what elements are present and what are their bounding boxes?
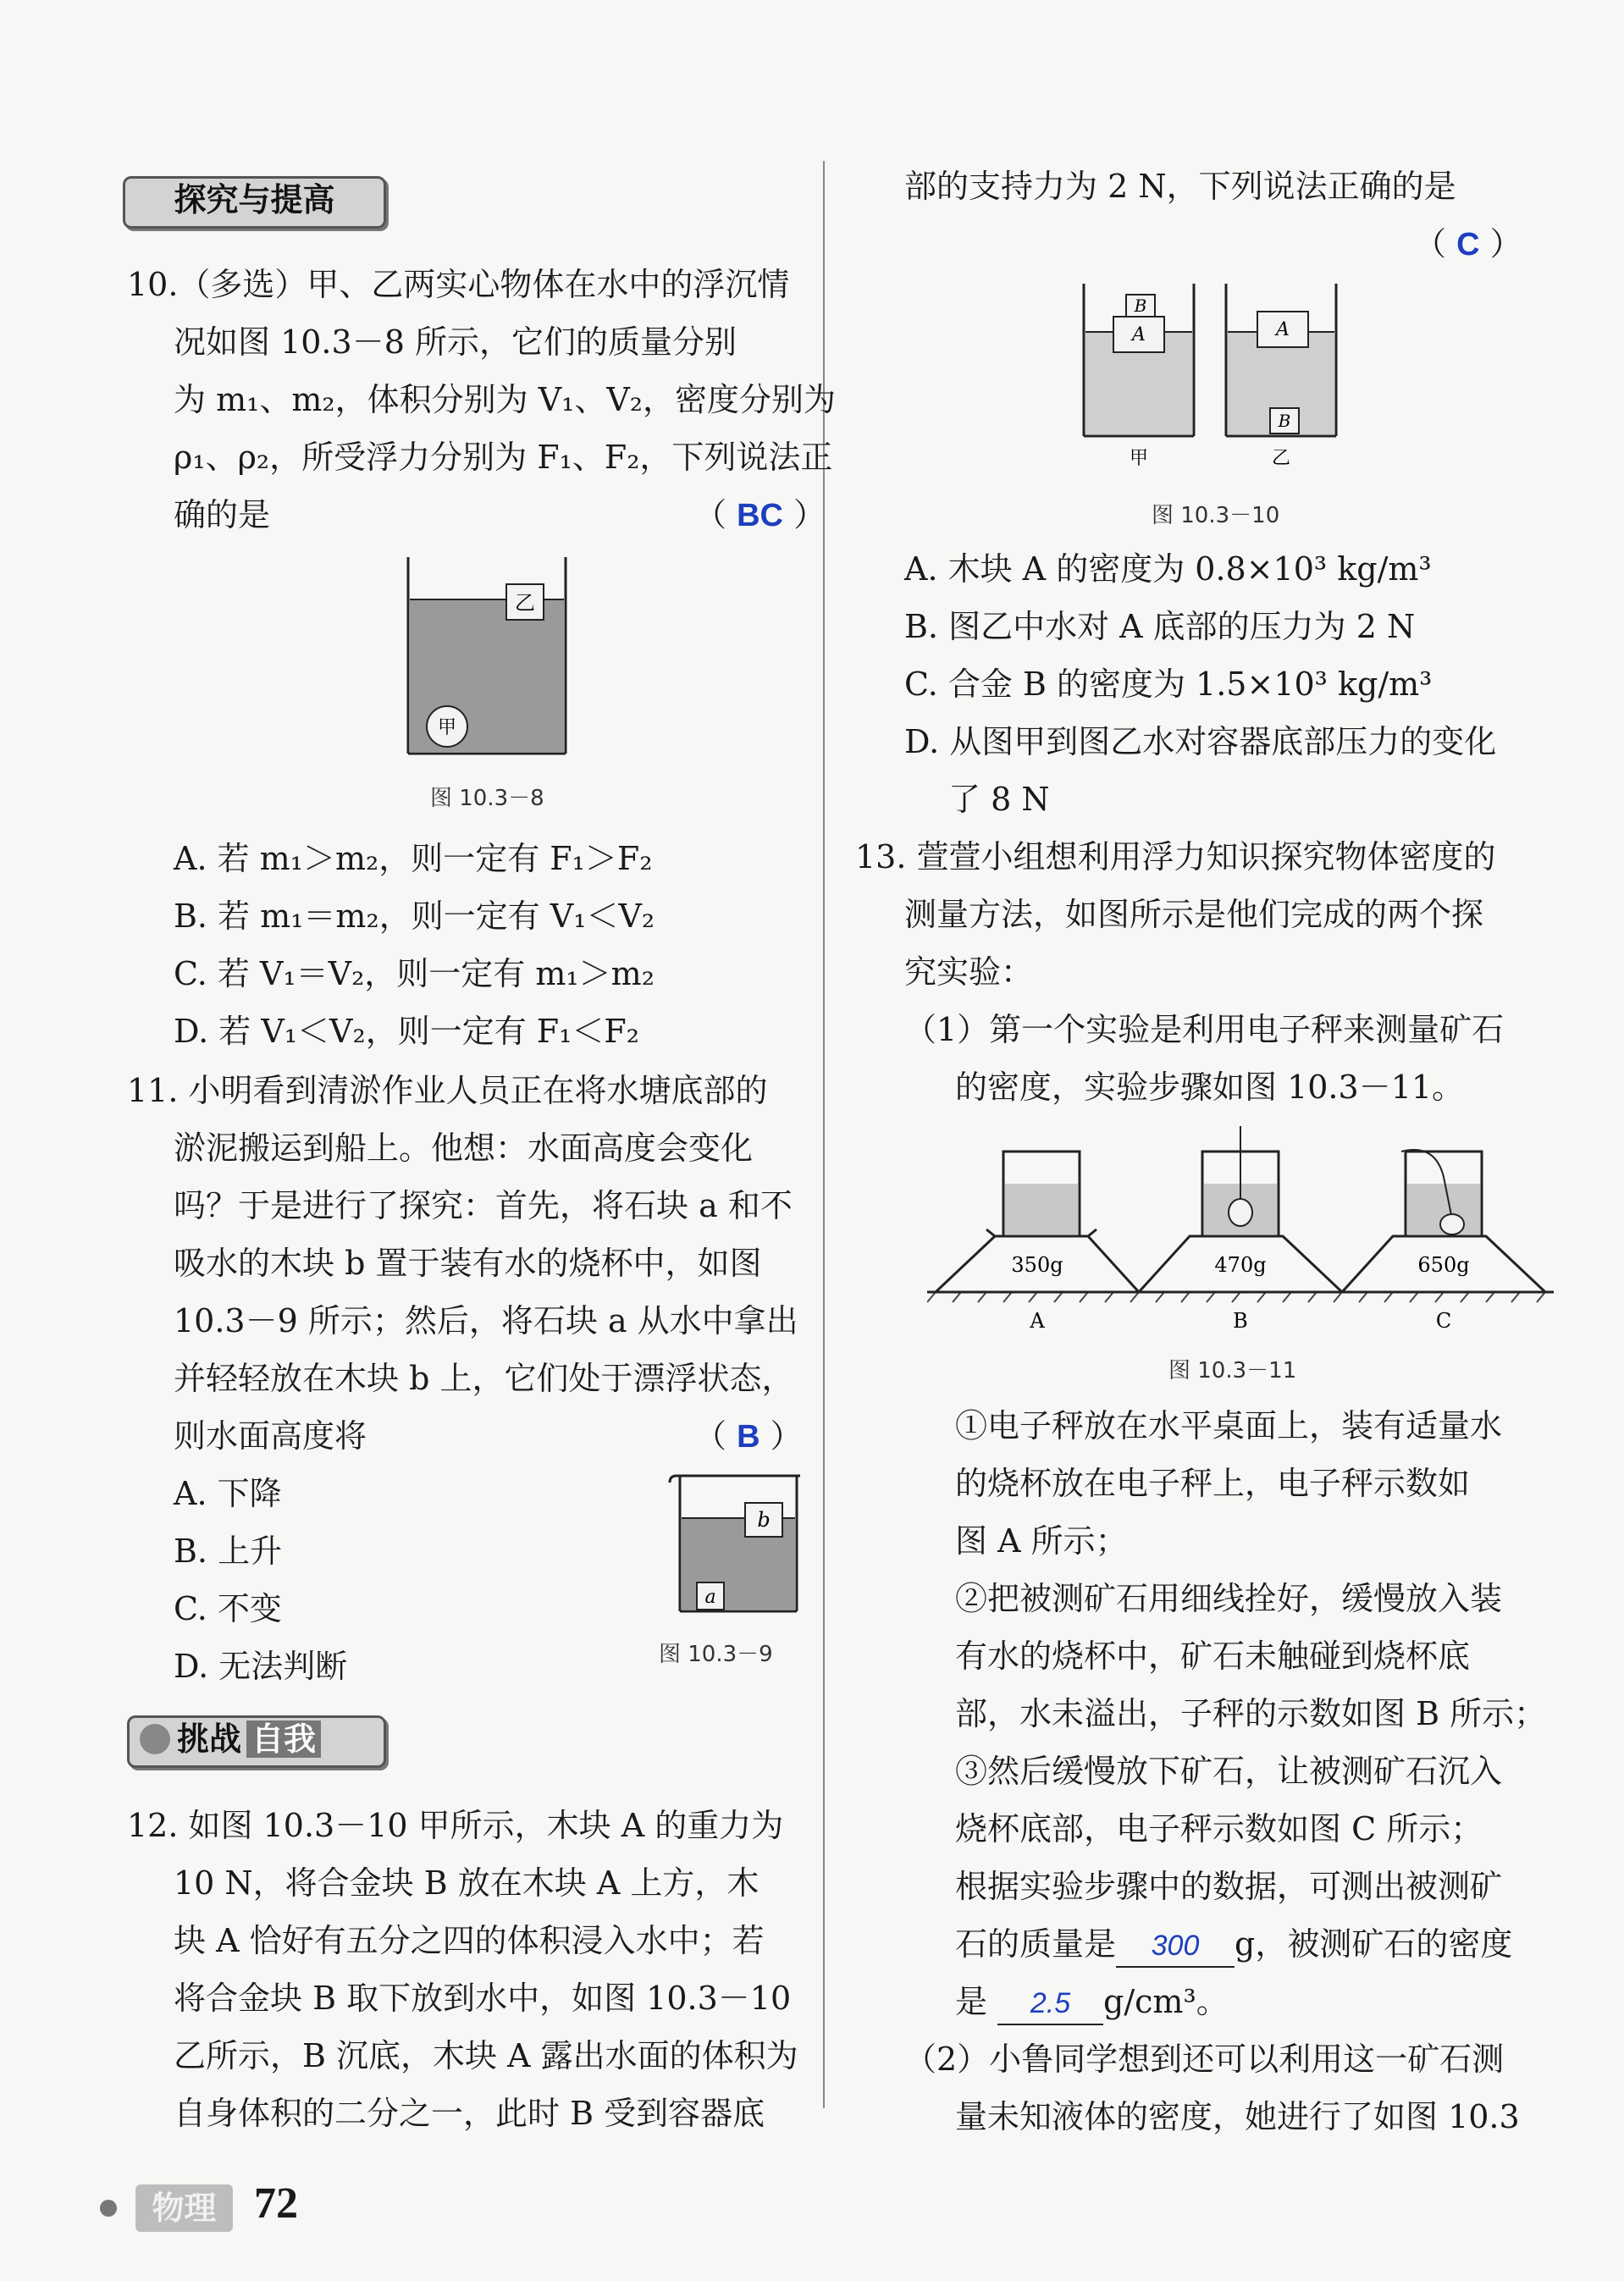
q12-answer: C (1456, 227, 1480, 262)
scale-C-label: C (1435, 1309, 1452, 1333)
q10-answer: BC (737, 498, 783, 533)
q11-option-d: D. 无法判断 (174, 1648, 348, 1685)
figure-10-3-9 (665, 1469, 809, 1617)
section-header-badge (123, 176, 386, 229)
q11-option-b: B. 上升 (174, 1533, 283, 1570)
fig9-label-a: a (704, 1587, 716, 1608)
q12-line-1: 12. 如图 10.3－10 甲所示，木块 A 的重力为 (127, 1807, 784, 1844)
fig11-caption: 图 10.3－11 (1168, 1358, 1297, 1384)
q13-step-4: ②把被测矿石用细线拴好，缓慢放入装 (955, 1580, 1503, 1617)
fig8-label-yi: 乙 (515, 591, 535, 615)
q13-step-5: 有水的烧杯中，矿石未触碰到烧杯底 (955, 1638, 1471, 1675)
q11-line-1: 11. 小明看到清淤作业人员正在将水塘底部的 (127, 1072, 768, 1109)
scale-C (1342, 1150, 1545, 1333)
q11-answer-bracket: （ B ） (694, 1417, 803, 1455)
q13-density-line (955, 1981, 1229, 2025)
q12-line-3: 块 A 恰好有五分之四的体积浸入水中；若 (174, 1922, 765, 1959)
q10-option-d: D. 若 V₁＜V₂，则一定有 F₁＜F₂ (174, 1013, 639, 1050)
q12-line-4: 将合金块 B 取下放到水中，如图 10.3－10 (174, 1980, 792, 2017)
q12-line-5: 乙所示，B 沉底，木块 A 露出水面的体积为 (174, 2037, 798, 2074)
q11-answer: B (737, 1419, 760, 1455)
q13-step-9: 根据实验步骤中的数据，可测出被测矿 (955, 1868, 1503, 1905)
q12-line-6: 自身体积的二分之一，此时 B 受到容器底 (174, 2095, 765, 2132)
q11-line-5: 10.3－9 所示；然后，将石块 a 从水中拿出 (174, 1302, 798, 1339)
q13-step-7: ③然后缓慢放下矿石，让被测矿石沉入 (955, 1753, 1503, 1790)
q13-mass-suffix: g，被测矿石的密度 (1235, 1925, 1513, 1963)
q10-answer-bracket: （ BC ） (694, 496, 826, 533)
q13-density-blank (997, 1981, 1103, 2025)
figure-10-3-10 (1075, 279, 1363, 474)
q13-part2-line-2: 量未知液体的密度，她进行了如图 10.3 (955, 2098, 1520, 2135)
q12-option-d-cont: 了 8 N (948, 781, 1050, 818)
scale-A-label: A (1030, 1309, 1045, 1333)
fig10-jia-label-B: B (1134, 295, 1147, 316)
q10-option-b: B. 若 m₁＝m₂，则一定有 V₁＜V₂ (174, 897, 655, 935)
q12-cont-line: 部的支持力为 2 N，下列说法正确的是 (904, 168, 1456, 205)
scale-B (1139, 1126, 1342, 1333)
q11-line-2: 淤泥搬运到船上。他想：水面高度会变化 (174, 1129, 754, 1167)
figure-10-3-11 (927, 1126, 1554, 1334)
fig10-label-yi: 乙 (1271, 448, 1291, 469)
q13-step-6: 部，水未溢出，子秤的示数如图 B 所示； (955, 1695, 1547, 1732)
challenge-title-1: 挑战 (177, 1720, 242, 1758)
q12-option-a: A. 木块 A 的密度为 0.8×10³ kg/m³ (904, 550, 1432, 588)
fig10-jia-label-A: A (1132, 324, 1146, 345)
scale-B-reading: 470g (1214, 1253, 1267, 1277)
scale-B-label: B (1233, 1309, 1248, 1333)
q13-step-1: ①电子秤放在水平桌面上，装有适量水 (955, 1407, 1503, 1444)
fig9-caption: 图 10.3－9 (659, 1642, 773, 1667)
fig8-label-jia: 甲 (437, 717, 457, 738)
challenge-icon (140, 1724, 170, 1754)
footer-subject-badge: 物理 (135, 2184, 233, 2232)
q13-mass-blank (1116, 1924, 1235, 1968)
q10-line-4: ρ₁、ρ₂，所受浮力分别为 F₁、F₂，下列说法正 (174, 439, 833, 476)
q13-part1-line-1: （1）第一个实验是利用电子秤来测量矿石 (904, 1011, 1505, 1048)
q12-option-b: B. 图乙中水对 A 底部的压力为 2 N (904, 608, 1416, 645)
q12-line-2: 10 N，将合金块 B 放在木块 A 上方，木 (174, 1864, 760, 1902)
q13-mass-line (955, 1924, 1512, 1968)
scale-A (936, 1152, 1139, 1333)
q10-line-5: 确的是 (174, 496, 271, 533)
q10-line-3: 为 m₁、m₂，体积分别为 V₁、V₂，密度分别为 (174, 381, 837, 418)
q13-density-prefix: 是 (955, 1983, 988, 2020)
q13-step-3: 图 A 所示； (955, 1522, 1128, 1560)
q13-density-suffix: g/cm³。 (1103, 1983, 1229, 2020)
q13-part2-line-1: （2）小鲁同学想到还可以利用这一矿石测 (904, 2041, 1505, 2078)
fig10-container-yi (1226, 284, 1336, 436)
q13-mass-prefix: 石的质量是 (955, 1925, 1117, 1963)
fig10-caption: 图 10.3－10 (1152, 503, 1280, 528)
fig9-label-b: b (757, 1508, 771, 1532)
q13-step-2: 的烧杯放在电子秤上，电子秤示数如 (955, 1465, 1471, 1502)
page-number: 72 (254, 2179, 298, 2228)
scale-C-reading: 650g (1417, 1253, 1470, 1277)
footer-dot (100, 2200, 117, 2217)
scale-A-reading: 350g (1011, 1253, 1063, 1277)
q11-line-4: 吸水的木块 b 置于装有水的烧杯中，如图 (174, 1245, 762, 1282)
q13-line-1: 13. 萱萱小组想利用浮力知识探究物体密度的 (855, 838, 1496, 875)
section-header-title: 探究与提高 (174, 181, 335, 218)
q12-option-c: C. 合金 B 的密度为 1.5×10³ kg/m³ (904, 666, 1433, 703)
q13-line-2: 测量方法，如图所示是他们完成的两个探 (904, 896, 1484, 933)
figure-10-3-8 (398, 550, 576, 758)
fig10-yi-label-A: A (1276, 319, 1290, 340)
q11-option-c: C. 不变 (174, 1590, 282, 1627)
q10-option-a: A. 若 m₁＞m₂，则一定有 F₁＞F₂ (174, 840, 653, 877)
q13-line-3: 究实验： (904, 953, 1034, 991)
q11-option-a: A. 下降 (174, 1475, 282, 1512)
fig8-caption: 图 10.3－8 (430, 786, 544, 811)
q12-answer-bracket: （ C ） (1414, 225, 1522, 262)
section-challenge-badge (127, 1715, 386, 1768)
q11-line-6: 并轻轻放在木块 b 上，它们处于漂浮状态， (174, 1360, 794, 1397)
q10-option-c: C. 若 V₁＝V₂，则一定有 m₁＞m₂ (174, 955, 655, 992)
fig10-container-jia (1084, 284, 1194, 436)
q11-line-7: 则水面高度将 (174, 1417, 367, 1455)
q13-part1-line-2: 的密度，实验步骤如图 10.3－11。 (955, 1069, 1465, 1106)
q13-step-8: 烧杯底部，电子秤示数如图 C 所示； (955, 1810, 1483, 1847)
q11-line-3: 吗？于是进行了探究：首先，将石块 a 和不 (174, 1187, 793, 1224)
q13-density-answer: 2.5 (1030, 1987, 1071, 2019)
q13-mass-answer: 300 (1151, 1930, 1200, 1962)
q12-option-d: D. 从图甲到图乙水对容器底部压力的变化 (904, 723, 1497, 760)
challenge-title-2: 自我 (246, 1720, 321, 1758)
q10-line-1: 10.（多选）甲、乙两实心物体在水中的浮沉情 (127, 266, 790, 303)
fig10-label-jia: 甲 (1129, 448, 1149, 469)
q10-line-2: 况如图 10.3－8 所示，它们的质量分别 (174, 323, 737, 361)
fig10-yi-label-B: B (1278, 411, 1291, 431)
